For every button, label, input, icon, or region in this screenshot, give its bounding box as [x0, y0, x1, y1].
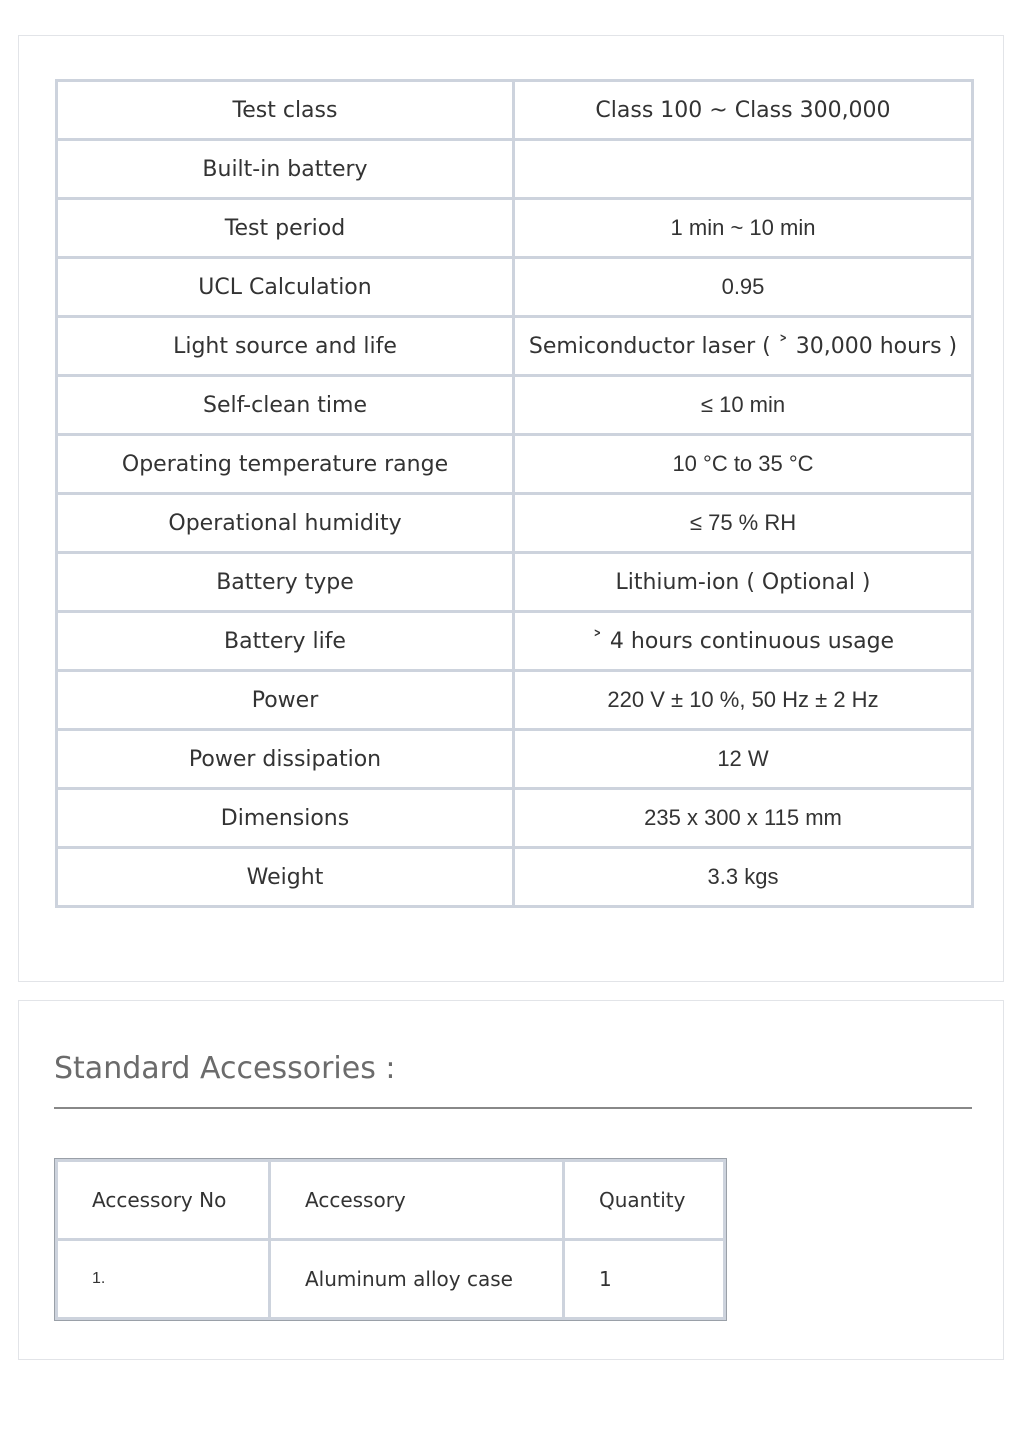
spec-value — [514, 140, 973, 199]
specifications-table — [55, 79, 974, 908]
spec-row-weight — [57, 848, 973, 907]
spec-label: Battery life — [57, 612, 514, 671]
table-row — [57, 1240, 725, 1319]
header-accessory-no: Accessory No — [57, 1161, 270, 1240]
spec-row-ucl-calculation — [57, 258, 973, 317]
spec-row-power-dissipation — [57, 730, 973, 789]
spec-label: Operational humidity — [57, 494, 514, 553]
spec-label: Weight — [57, 848, 514, 907]
spec-row-built-in-battery — [57, 140, 973, 199]
spec-label: Battery type — [57, 553, 514, 612]
spec-value: ˃ 4 hours continuous usage — [514, 612, 973, 671]
spec-value: 1 min ~ 10 min — [514, 199, 973, 258]
spec-label: UCL Calculation — [57, 258, 514, 317]
spec-label: Power dissipation — [57, 730, 514, 789]
spec-value: 10 °C to 35 °C — [514, 435, 973, 494]
spec-row-power — [57, 671, 973, 730]
spec-label: Power — [57, 671, 514, 730]
spec-value: ≤ 10 min — [514, 376, 973, 435]
section-title: Standard Accessories : — [54, 1051, 396, 1086]
spec-value: 220 V ± 10 %, 50 Hz ± 2 Hz — [514, 671, 973, 730]
spec-row-operating-temperature — [57, 435, 973, 494]
table-header-row — [57, 1161, 725, 1240]
spec-label: Self-clean time — [57, 376, 514, 435]
spec-value: 0.95 — [514, 258, 973, 317]
spec-row-test-period — [57, 199, 973, 258]
header-quantity: Quantity — [564, 1161, 725, 1240]
accessories-table — [55, 1159, 726, 1320]
accessory-number: 1. — [57, 1240, 270, 1319]
spec-value: 3.3 kgs — [514, 848, 973, 907]
accessory-name: Aluminum alloy case — [270, 1240, 564, 1319]
accessory-quantity: 1 — [564, 1240, 725, 1319]
spec-row-battery-type — [57, 553, 973, 612]
spec-row-operational-humidity — [57, 494, 973, 553]
spec-row-battery-life — [57, 612, 973, 671]
title-divider — [54, 1107, 972, 1109]
spec-label: Test class — [57, 81, 514, 140]
spec-value: 235 x 300 x 115 mm — [514, 789, 973, 848]
spec-label: Built-in battery — [57, 140, 514, 199]
spec-row-test-class — [57, 81, 973, 140]
accessories-table-frame — [54, 1158, 727, 1321]
spec-value: ≤ 75 % RH — [514, 494, 973, 553]
spec-label: Test period — [57, 199, 514, 258]
spec-value: Class 100 ~ Class 300,000 — [514, 81, 973, 140]
spec-row-light-source — [57, 317, 973, 376]
spec-label: Light source and life — [57, 317, 514, 376]
specifications-panel — [18, 35, 1004, 982]
spec-row-dimensions — [57, 789, 973, 848]
spec-value: Lithium-ion ( Optional ) — [514, 553, 973, 612]
spec-label: Dimensions — [57, 789, 514, 848]
spec-label: Operating temperature range — [57, 435, 514, 494]
spec-value: 12 W — [514, 730, 973, 789]
standard-accessories-panel — [18, 1000, 1004, 1360]
spec-value: Semiconductor laser ( ˃ 30,000 hours ) — [514, 317, 973, 376]
header-accessory: Accessory — [270, 1161, 564, 1240]
spec-row-self-clean-time — [57, 376, 973, 435]
